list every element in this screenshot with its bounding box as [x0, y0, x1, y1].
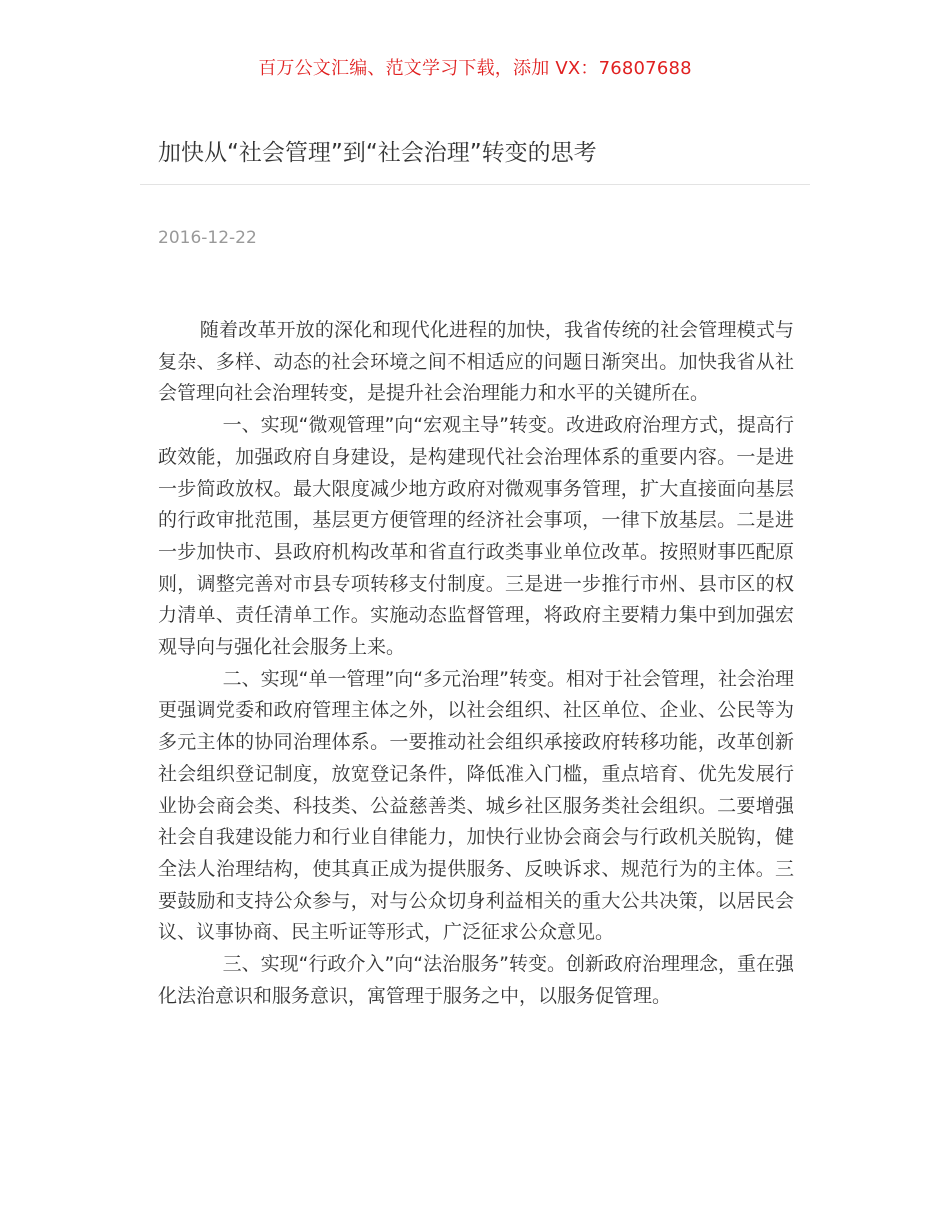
article-paragraph: 随着改革开放的深化和现代化进程的加快，我省传统的社会管理模式与复杂、多样、动态的社会环境之间不相适应的问题日渐突出。加快我省从社会管理向社会治理转变，是提升社会治理能力和水平的关键所在。 [158, 319, 794, 405]
article-paragraph: 二、实现“单一管理”向“多元治理”转变。相对于社会管理，社会治理更强调党委和政府管理主体之外，以社会组织、社区单位、企业、公民等为多元主体的协同治理体系。一要推动社会组织承接政府转移功能，改革创新社会组织登记制度，放宽登记条件，降低准入门槛，重点培育、优先发展行业协会商会类、科技类、公益慈善类、城乡社区服务类社会组织。二要增强社会自我建设能力和行业自律能力，加快行业协会商会与行政机关脱钩，健全法人治理结构，使其真正成为提供服务、反映诉求、规范行为的主体。三要鼓励和支持公众参与，对与公众切身利益相关的重大公共决策，以居民会议、议事协商、民主听证等形式，广泛征求公众意见。 [158, 667, 794, 944]
publish-date: 2016-12-22 [158, 228, 257, 248]
article-paragraph: 一、实现“微观管理”向“宏观主导”转变。改进政府治理方式，提高行政效能，加强政府自身建设，是构建现代社会治理体系的重要内容。一是进一步简政放权。最大限度减少地方政府对微观事务管理，扩大直接面向基层的行政审批范围，基层更方便管理的经济社会事项，一律下放基层。二是进一步加快市、县政府机构改革和省直行政类事业单位改革。按照财事匹配原则，调整完善对市县专项转移支付制度。三是进一步推行市州、县市区的权力清单、责任清单工作。实施动态监督管理，将政府主要精力集中到加强宏观导向与强化社会服务上来。 [158, 414, 794, 659]
article-body [158, 315, 794, 1012]
title-divider [140, 184, 810, 185]
article-paragraph: 三、实现“行政介入”向“法治服务”转变。创新政府治理理念，重在强化法治意识和服务意识，寓管理于服务之中，以服务促管理。 [158, 953, 794, 1007]
article-title: 加快从“社会管理”到“社会治理”转变的思考 [158, 140, 597, 166]
promo-banner: 百万公文汇编、范文学习下载，添加 VX：76807688 [258, 58, 692, 79]
